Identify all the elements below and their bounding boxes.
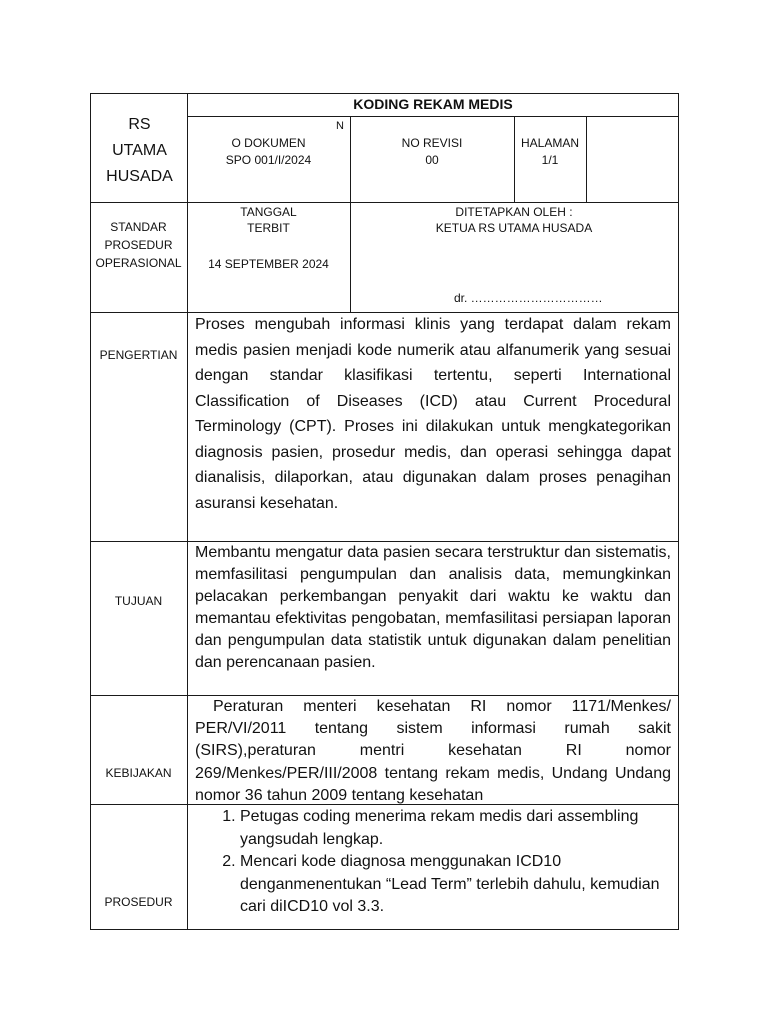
title-row-line	[187, 116, 679, 117]
dokumen-value: SPO 001/I/2024	[225, 153, 312, 167]
ditetapkan-line-2: KETUA RS UTAMA HUSADA	[435, 221, 593, 235]
prosedur-item-2: 2. Mencari kode diagnosa menggunakan ICD10 denganmenentukan “Lead Term” terlebih dahulu, kemudian cari diICD10 vol 3.3.	[240, 851, 674, 919]
revisi-label: NO REVISI	[401, 136, 463, 150]
pengertian-text: Proses mengubah informasi klinis yang terdapat dalam rekam medis pasien menjadi kode numerik atau alfanumerik yang sesuai dengan standar klasifikasi tertentu, seperti International Classification of Diseases (ICD) atau Current Procedural Terminology (CPT). Proses ini dilakukan untuk mengkategorikan diagnosis pasien, prosedur medis, dan operasi sehingga dapat dianalisis, dilaporkan, atau digunakan dalam proses penagihan asuransi kesehatan.	[195, 316, 671, 512]
stray-letter: N	[336, 120, 344, 132]
ditetapkan-line-1: DITETAPKAN OLEH :	[455, 205, 573, 219]
signature-line: dr. ……………………………	[454, 291, 603, 305]
kebijakan-text: Peraturan menteri kesehatan RI nomor 1171/Menkes/ PER/VI/2011 tentang sistem informasi rumah sakit (SIRS),peraturan mentri kesehatan RI nomor 269/Menkes/PER/III/2008 tentang rekam medis, Undang Undang nomor 36 tahun 2009 tentang kesehatan	[195, 698, 671, 804]
prosedur-item-1: 1. Petugas coding menerima rekam medis dari assembling yangsudah lengkap.	[240, 806, 674, 851]
border-bottom	[90, 929, 679, 930]
hospital-line-1: RS	[128, 116, 151, 133]
tanggal-value: 14 SEPTEMBER 2024	[208, 257, 329, 271]
revisi-value: 00	[425, 153, 439, 167]
halaman-value: 1/1	[541, 153, 559, 167]
document-title: KODING REKAM MEDIS	[353, 96, 513, 112]
spo-label-line-3: OPERASIONAL	[95, 256, 182, 270]
hospital-line-2: UTAMA	[112, 142, 167, 159]
tujuan-label: TUJUAN	[114, 594, 163, 608]
spo-label-line-1: STANDAR	[110, 220, 167, 234]
halaman-divider	[586, 116, 587, 202]
tanggal-label-1: TANGGAL	[240, 205, 297, 219]
halaman-label: HALAMAN	[520, 136, 579, 150]
hospital-line-3: HUSADA	[106, 168, 173, 185]
spo-label-line-2: PROSEDUR	[104, 238, 173, 252]
prosedur-label: PROSEDUR	[104, 895, 173, 909]
tanggal-label-2: TERBIT	[247, 221, 290, 235]
spo-label	[90, 218, 187, 272]
kebijakan-label: KEBIJAKAN	[105, 766, 172, 780]
hospital-name	[92, 112, 187, 190]
border-top	[90, 93, 679, 94]
pengertian-label: PENGERTIAN	[99, 348, 178, 362]
prosedur-list	[196, 806, 674, 919]
dokumen-label: O DOKUMEN	[231, 136, 306, 150]
tujuan-text: Membantu mengatur data pasien secara terstruktur dan sistematis, memfasilitasi pengumpulan dan analisis data, memungkinkan pelacakan perkembangan penyakit dari waktu ke waktu dan memantau efektivitas pengobatan, memfasilitasi persiapan laporan dan pengumpulan data statistik untuk digunakan dalam penelitian dan perencanaan pasien.	[195, 544, 671, 671]
